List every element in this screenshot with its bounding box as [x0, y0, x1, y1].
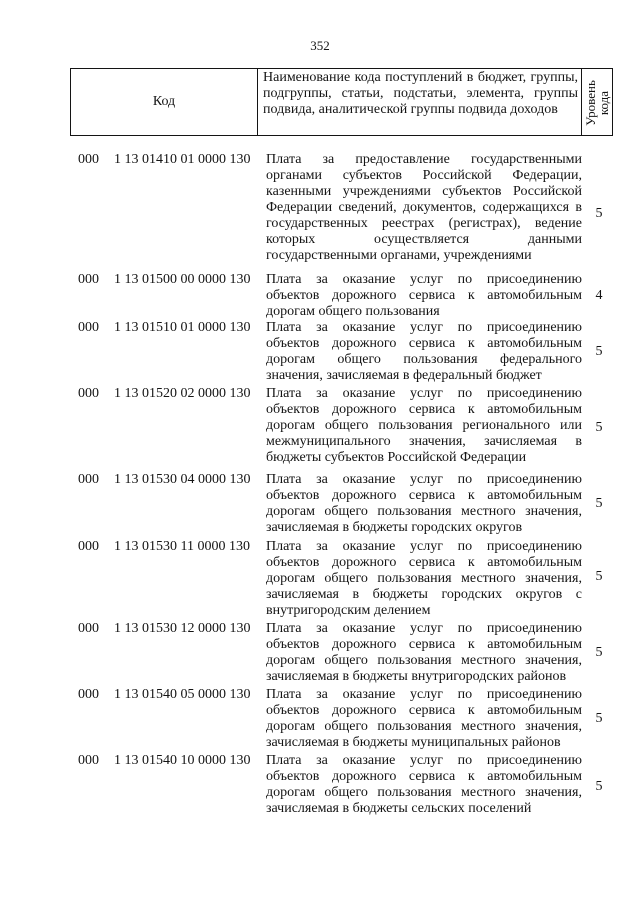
entry-prefix: 000 [78, 687, 99, 702]
entry-name: Плата за оказание услуг по присоединению объектов дорожного сервиса к автомобильным дорогам общего пользования регионального или межмуниципального значения, зачисляемая в бюджеты субъектов Российской Федерации [266, 386, 582, 465]
entry-code: 1 13 01520 02 0000 130 [114, 386, 251, 401]
entry-level: 5 [595, 496, 603, 511]
entry-level: 5 [595, 569, 603, 584]
page-number: 352 [310, 38, 330, 53]
entry-name: Плата за оказание услуг по присоединению объектов дорожного сервиса к автомобильным дорогам общего пользования федерального значения, зачисляемая в федеральный бюджет [266, 320, 582, 383]
entry-level: 5 [595, 779, 603, 794]
entry-level: 5 [595, 645, 603, 660]
entry-name: Плата за оказание услуг по присоединению объектов дорожного сервиса к автомобильным дорогам общего пользования местного значения, зачисляемая в бюджеты внутригородских районов [266, 621, 582, 684]
entry-prefix: 000 [78, 152, 99, 167]
entry-prefix: 000 [78, 472, 99, 487]
entry-code: 1 13 01530 04 0000 130 [114, 472, 251, 487]
entry-level: 5 [595, 711, 603, 726]
entry-prefix: 000 [78, 753, 99, 768]
entry-code: 1 13 01410 01 0000 130 [114, 152, 251, 167]
header-level-label-line2: кода [596, 90, 611, 116]
header-level-label-line1: Уровень [583, 80, 598, 126]
entry-prefix: 000 [78, 539, 99, 554]
entry-prefix: 000 [78, 272, 99, 287]
entry-name: Плата за оказание услуг по присоединению объектов дорожного сервиса к автомобильным дорогам общего пользования местного значения, зачисляемая в бюджеты городских округов с внутригородским делением [266, 539, 582, 618]
entry-code: 1 13 01530 12 0000 130 [114, 621, 251, 636]
entry-level: 5 [595, 344, 603, 359]
entry-name: Плата за оказание услуг по присоединению объектов дорожного сервиса к автомобильным дорогам общего пользования [266, 272, 582, 319]
entry-prefix: 000 [78, 386, 99, 401]
entry-name: Плата за оказание услуг по присоединению объектов дорожного сервиса к автомобильным дорогам общего пользования местного значения, зачисляемая в бюджеты городских округов [266, 472, 582, 535]
entry-code: 1 13 01500 00 0000 130 [114, 272, 251, 287]
entry-prefix: 000 [78, 621, 99, 636]
entry-code: 1 13 01540 05 0000 130 [114, 687, 251, 702]
entry-level: 5 [595, 420, 603, 435]
entry-code: 1 13 01540 10 0000 130 [114, 753, 251, 768]
entry-level: 4 [595, 288, 603, 303]
entry-prefix: 000 [78, 320, 99, 335]
header-name-label: Наименование кода поступлений в бюджет, группы, подгруппы, статьи, подстатьи, элемента, группы подвида, аналитической группы подвида доходов [263, 70, 578, 117]
header-code-label: Код [152, 94, 176, 109]
entry-name: Плата за предоставление государственными органами субъектов Российской Федерации, казенными учреждениями субъектов Российской Федерации сведений, документов, содержащихся в государственных реестрах (регистрах), ведение которых осуществляется данными государственными органами, учреждениями [266, 152, 582, 263]
entry-name: Плата за оказание услуг по присоединению объектов дорожного сервиса к автомобильным дорогам общего пользования местного значения, зачисляемая в бюджеты муниципальных районов [266, 687, 582, 750]
entry-code: 1 13 01530 11 0000 130 [114, 539, 250, 554]
entry-code: 1 13 01510 01 0000 130 [114, 320, 251, 335]
entry-name: Плата за оказание услуг по присоединению объектов дорожного сервиса к автомобильным дорогам общего пользования местного значения, зачисляемая в бюджеты сельских поселений [266, 753, 582, 816]
entry-level: 5 [595, 206, 603, 221]
